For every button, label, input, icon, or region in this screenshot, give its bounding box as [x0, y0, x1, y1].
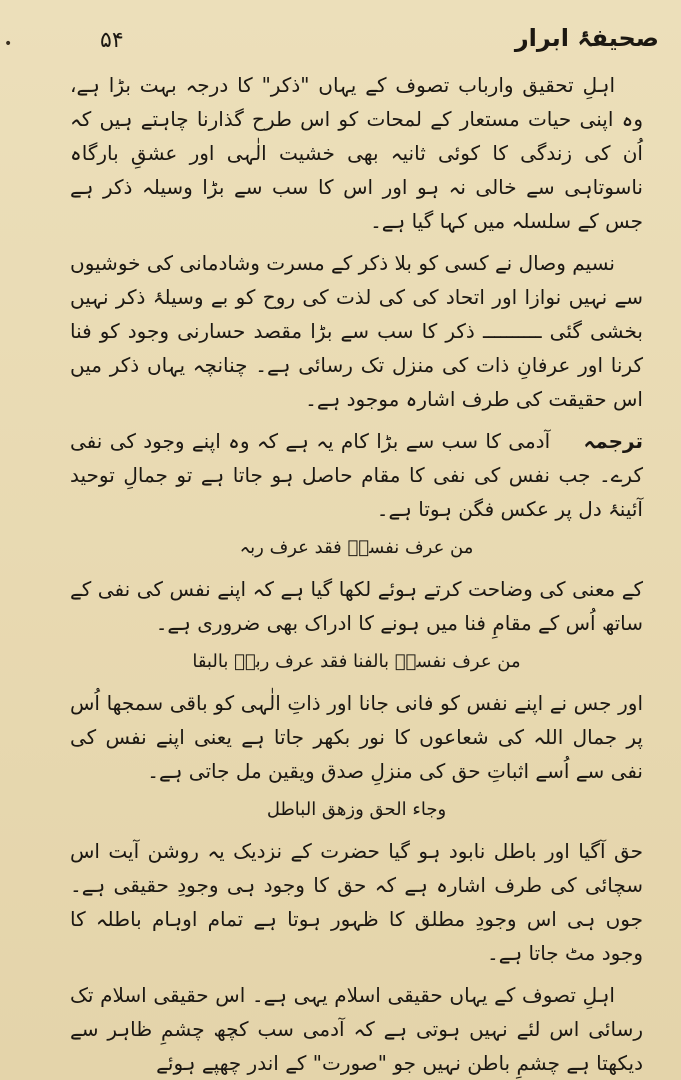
paragraph-2: نسیم وصال نے کسی کو بلا ذکر کے مسرت وشادمانی کی خوشیوں سے نہیں نوازا اور اتحاد کی کی لذت کی روح کو بے وسیلۂ ذکر نہیں بخشی گئی ــــــــــ ذکر کا سب سے بڑا مقصد حسارنی وجود کو فنا کرنا اور عرفانِ ذات کی منزل تک رسائی ہے۔ چنانچہ یہاں ذکر میں اس حقیقت کی طرف اشارہ موجود ہے۔: [70, 251, 643, 411]
arabic-quote-2: من عرف نفسہٗ بالفنا فقد عرف ربہٗ بالبقا: [192, 651, 521, 672]
paragraph-1: اہلِ تحقیق وارباب تصوف کے یہاں "ذکر" کا درجہ بہت بڑا ہے، وہ اپنی حیات مستعار کے لمحات کو اس طرح گذارنا چاہتے ہیں کہ اُن کی زندگی کا کوئی ثانیہ بھی خشیت الٰہی اور عشقِ بارگاہ ناسوتاہی سے خالی نہ ہو اور اس کا سب سے بڑا وسیلہ ذکر ہے جس کے سلسلہ میں کہا گیا ہے۔: [70, 73, 643, 233]
page-body: [70, 68, 643, 1080]
translation-label: ترجمہ: [583, 429, 643, 453]
translation-text: آدمی کا سب سے بڑا کام یہ ہے کہ وہ اپنے وجود کی نفی کرے۔ جب نفس کی نفی کا مقام حاصل ہو جاتا ہے تو جمالِ توحید آئینۂ دل پر عکس فگن ہوتا ہے۔: [70, 429, 643, 521]
page-number: ۵۴: [100, 28, 124, 53]
paragraph-6: حق آگیا اور باطل نابود ہو گیا حضرت کے نزدیک یہ روشن آیت اس سچائی کی طرف اشارہ ہے کہ حق کا وجود ہی وجودِ حقیقی ہے۔ جوں ہی اس وجودِ مطلق کا ظہور ہوتا ہے تمام اوہام باطلہ کا وجود مٹ جاتا ہے۔: [70, 839, 643, 965]
page-header: [0, 18, 681, 58]
paragraph-4: کے معنی کی وضاحت کرتے ہوئے لکھا گیا ہے کہ اپنے نفس کی نفی کے ساتھ اُس کے مقامِ فنا میں ہونے کا ادراک بھی ضروری ہے۔: [70, 577, 643, 635]
translation-paragraph: [70, 424, 643, 526]
running-title: صحیفۂ ابرار: [514, 24, 659, 52]
margin-mark: •: [4, 36, 13, 52]
arabic-quote-3: وجاء الحق وزھق الباطل: [266, 799, 447, 820]
arabic-quote-1: من عرف نفسہٗ فقد عرف ربہ: [239, 537, 474, 558]
paragraph-5: اور جس نے اپنے نفس کو فانی جانا اور ذاتِ الٰہی کو باقی سمجھا اُس پر جمال اللہ کی شعاعوں کا نور بکھر جاتا ہے یعنی اپنے نفس کی نفی سے اُسے اثباتِ حق کی منزلِ صدق ویقین مل جاتی ہے۔: [70, 691, 643, 783]
paragraph-7: اہلِ تصوف کے یہاں حقیقی اسلام یہی ہے۔ اس حقیقی اسلام تک رسائی اس لئے نہیں ہوتی ہے کہ آدمی سب کچھ چشمِ ظاہر سے دیکھتا ہے چشمِ باطن نہیں جو "صورت" کے اندر چھپے ہوئے: [70, 983, 643, 1075]
